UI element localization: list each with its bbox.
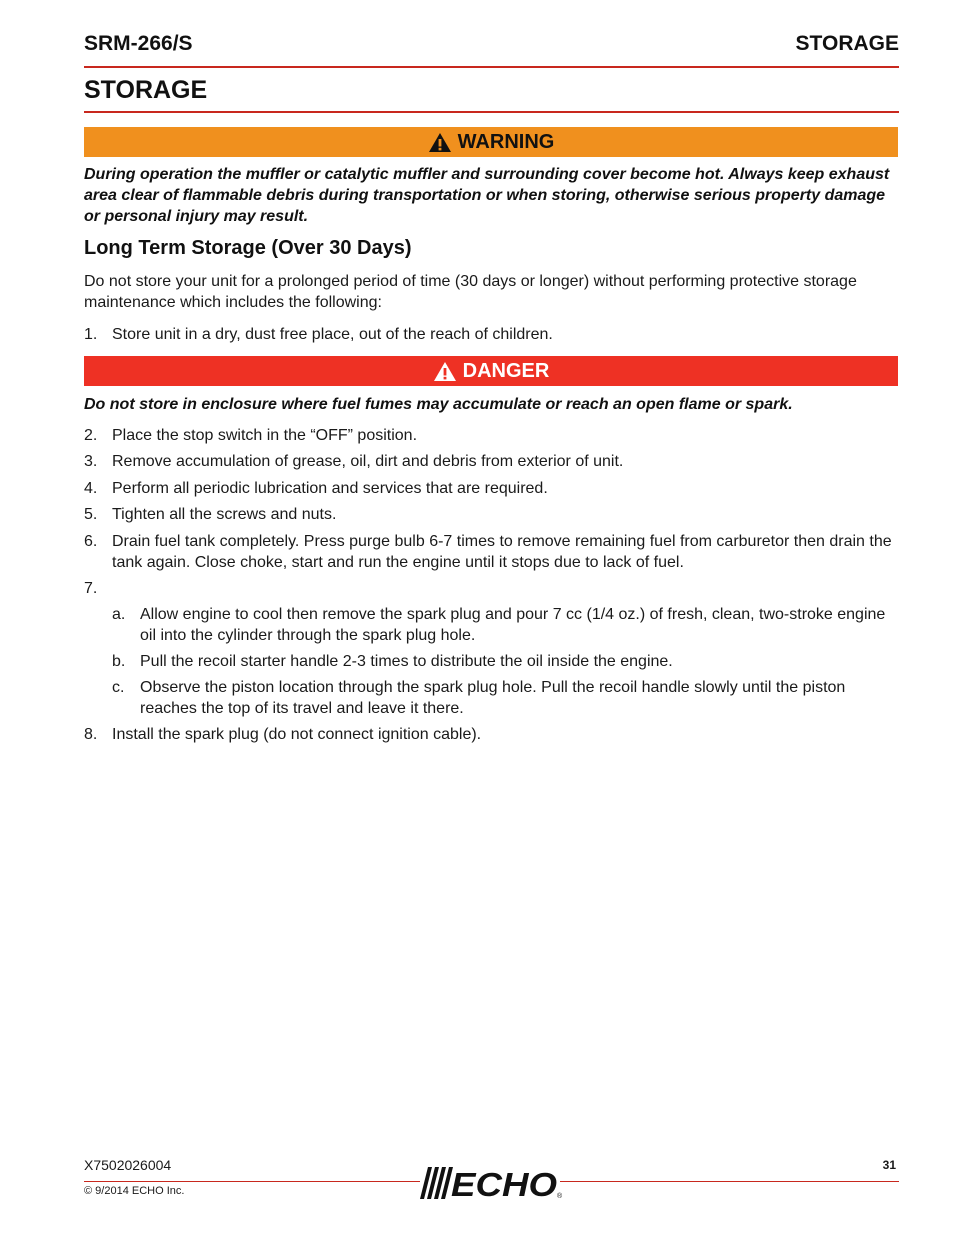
step-text: Place the stop switch in the “OFF” position.: [112, 427, 418, 444]
model-name: SRM-266/S: [84, 32, 193, 55]
warning-label: WARNING: [457, 130, 555, 153]
danger-text: Do not store in enclosure where fuel fumes may accumulate or reach an open flame or spark.: [84, 396, 793, 413]
step-number: 7.: [84, 580, 98, 597]
substep-text: Allow engine to cool then remove the spark plug and pour 7 cc (1/4 oz.) of fresh, clean, two-stroke engine oil into the cylinder through the spark plug hole.: [140, 606, 886, 644]
step-number: 2.: [84, 427, 98, 444]
footer-rule-right: [560, 1181, 899, 1182]
page-title: STORAGE: [84, 76, 899, 113]
list-item: [84, 532, 898, 574]
substep-letter: a.: [112, 606, 126, 623]
page-number: 31: [882, 1158, 896, 1172]
registered-mark-icon: ®: [557, 1193, 563, 1200]
warning-banner: [84, 127, 898, 157]
warning-triangle-icon: [428, 132, 452, 153]
list-item: [112, 605, 898, 647]
warning-triangle-icon: [433, 361, 457, 382]
step-text: Drain fuel tank completely. Press purge bulb 6-7 times to remove remaining fuel from carburetor then drain the tank again. Close choke, start and run the engine until it stops due to lack of fuel.: [112, 533, 892, 571]
step-number: 6.: [84, 533, 98, 550]
logo-stripes: [420, 1167, 453, 1199]
list-item: [112, 678, 898, 720]
step-text: Tighten all the screws and nuts.: [112, 506, 337, 523]
step-text: Perform all periodic lubrication and services that are required.: [112, 480, 548, 497]
header-section: STORAGE: [795, 32, 899, 55]
substep-letter: c.: [112, 679, 125, 696]
warning-text: During operation the muffler or catalytic muffler and surrounding cover become hot. Always keep exhaust area clear of flammable debris during transportation or when storing, otherwise serious property damage or personal injury may result.: [84, 166, 890, 225]
step-number: 8.: [84, 726, 98, 743]
step-text: Store unit in a dry, dust free place, out of the reach of children.: [112, 326, 553, 343]
danger-banner: [84, 356, 898, 386]
step-text: Install the spark plug (do not connect ignition cable).: [112, 726, 482, 743]
step-number: 4.: [84, 480, 98, 497]
part-number: X7502026004: [84, 1157, 172, 1173]
copyright: © 9/2014 ECHO Inc.: [84, 1185, 185, 1197]
footer-rule-left: [84, 1181, 420, 1182]
step-text: Remove accumulation of grease, oil, dirt and debris from exterior of unit.: [112, 453, 624, 470]
danger-label: DANGER: [462, 359, 550, 382]
page-header: [84, 30, 899, 68]
intro-paragraph: Do not store your unit for a prolonged period of time (30 days or longer) without performing protective storage maintenance which includes the following:: [84, 273, 857, 311]
step-number: 5.: [84, 506, 98, 523]
substep-letter: b.: [112, 653, 126, 670]
substep-text: Observe the piston location through the spark plug hole. Pull the recoil handle slowly until the piston reaches the top of its travel and leave it there.: [140, 679, 846, 717]
step-number: 1.: [84, 326, 98, 343]
section-heading: Long Term Storage (Over 30 Days): [84, 237, 412, 259]
substep-text: Pull the recoil starter handle 2-3 times to distribute the oil inside the engine.: [140, 653, 673, 670]
step-number: 3.: [84, 453, 98, 470]
logo-wordmark: ECHO: [451, 1166, 558, 1201]
echo-logo: [418, 1165, 566, 1201]
